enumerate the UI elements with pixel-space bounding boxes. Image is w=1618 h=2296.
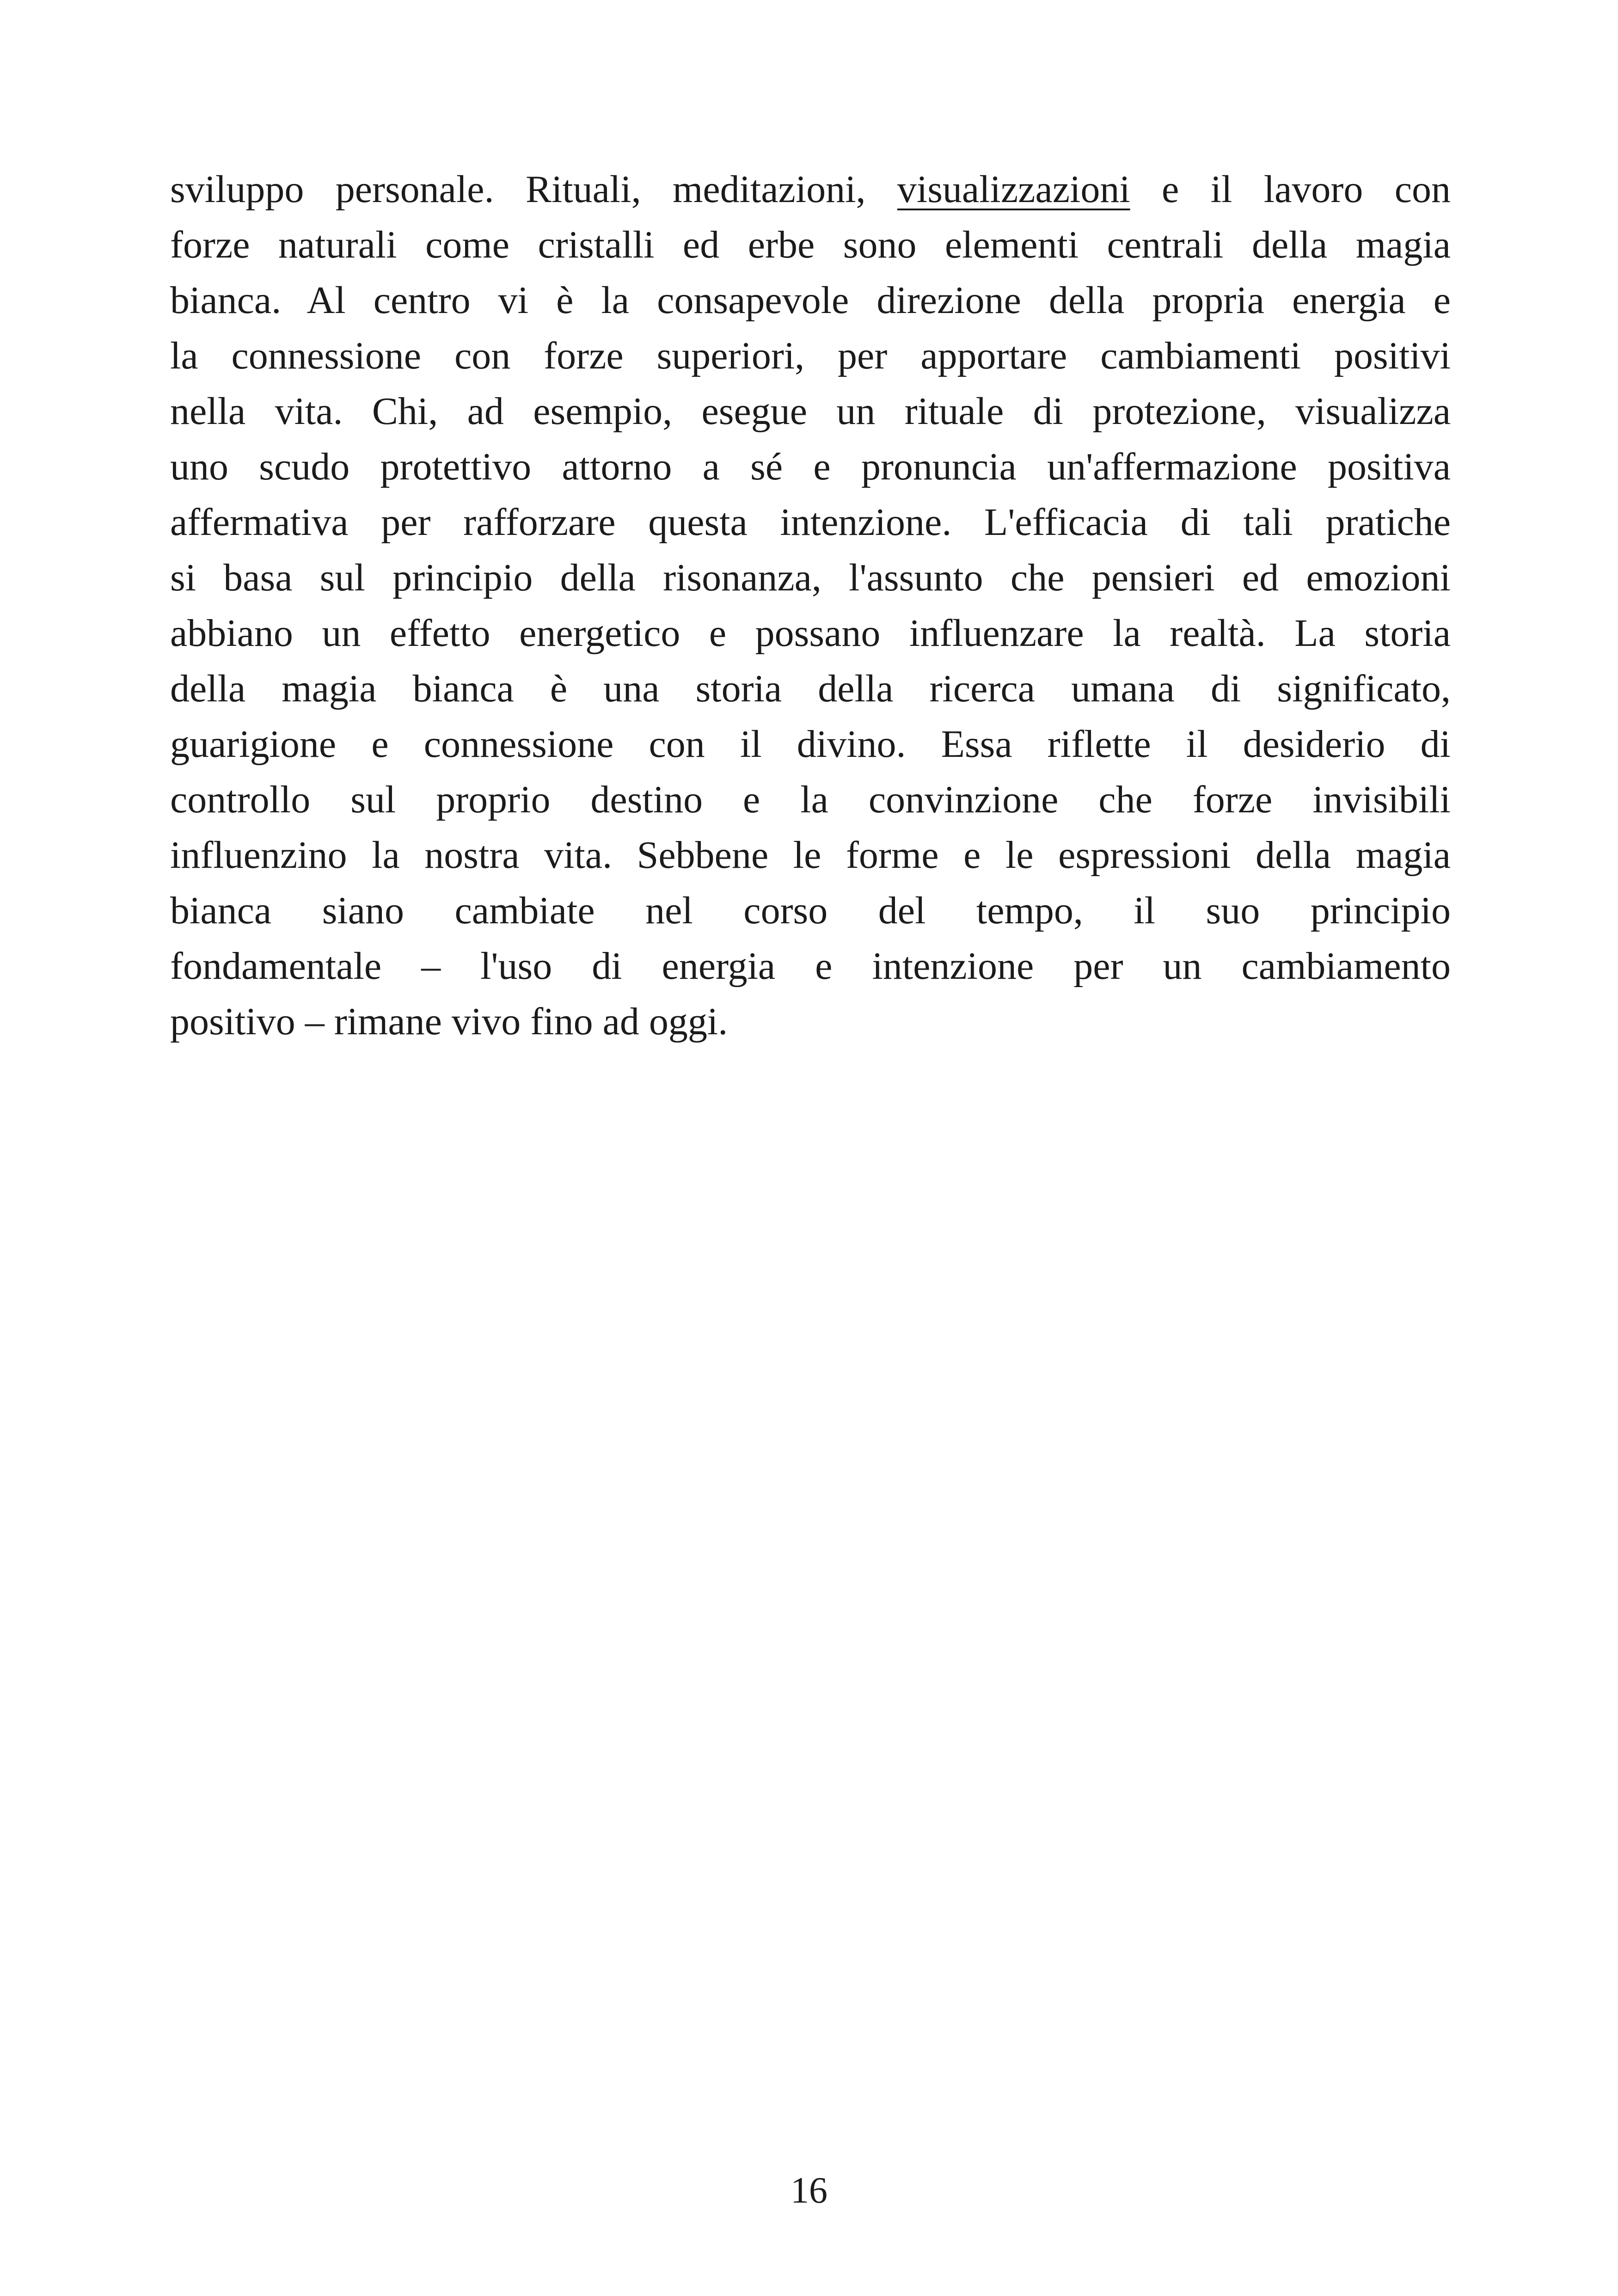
- text-line: della magia bianca è una storia della ricerca umana di significato,: [170, 667, 1451, 710]
- text-line: bianca siano cambiate nel corso del tempo, il suo principio: [170, 889, 1451, 932]
- text-line: la connessione con forze superiori, per apportare cambiamenti positivi: [170, 334, 1451, 377]
- text-line: uno scudo protettivo attorno a sé e pronuncia un'affermazione positiva: [170, 445, 1451, 488]
- text-line: abbiano un effetto energetico e possano influenzare la realtà. La storia: [170, 612, 1451, 655]
- text-line: nella vita. Chi, ad esempio, esegue un rituale di protezione, visualizza: [170, 390, 1451, 433]
- page-number: 16: [791, 2170, 827, 2211]
- text-line: positivo – rimane vivo fino ad oggi.: [170, 1000, 728, 1043]
- text-line: influenzino la nostra vita. Sebbene le forme e le espressioni della magia: [170, 834, 1451, 877]
- text-line: controllo sul proprio destino e la convinzione che forze invisibili: [170, 778, 1451, 821]
- text-line: fondamentale – l'uso di energia e intenzione per un cambiamento: [170, 945, 1451, 988]
- text-line: guarigione e connessione con il divino. Essa riflette il desiderio di: [170, 723, 1451, 766]
- underlined-word: visualizzazioni: [897, 168, 1130, 211]
- body-paragraph: [170, 162, 1451, 1050]
- text-line: affermativa per rafforzare questa intenzione. L'efficacia di tali pratiche: [170, 501, 1451, 544]
- text-line: bianca. Al centro vi è la consapevole direzione della propria energia e: [170, 279, 1451, 322]
- text-line: sviluppo personale. Rituali, meditazioni, visualizzazioni e il lavoro con: [170, 168, 1451, 211]
- text-line: forze naturali come cristalli ed erbe sono elementi centrali della magia: [170, 223, 1451, 266]
- text-line: si basa sul principio della risonanza, l'assunto che pensieri ed emozioni: [170, 556, 1451, 599]
